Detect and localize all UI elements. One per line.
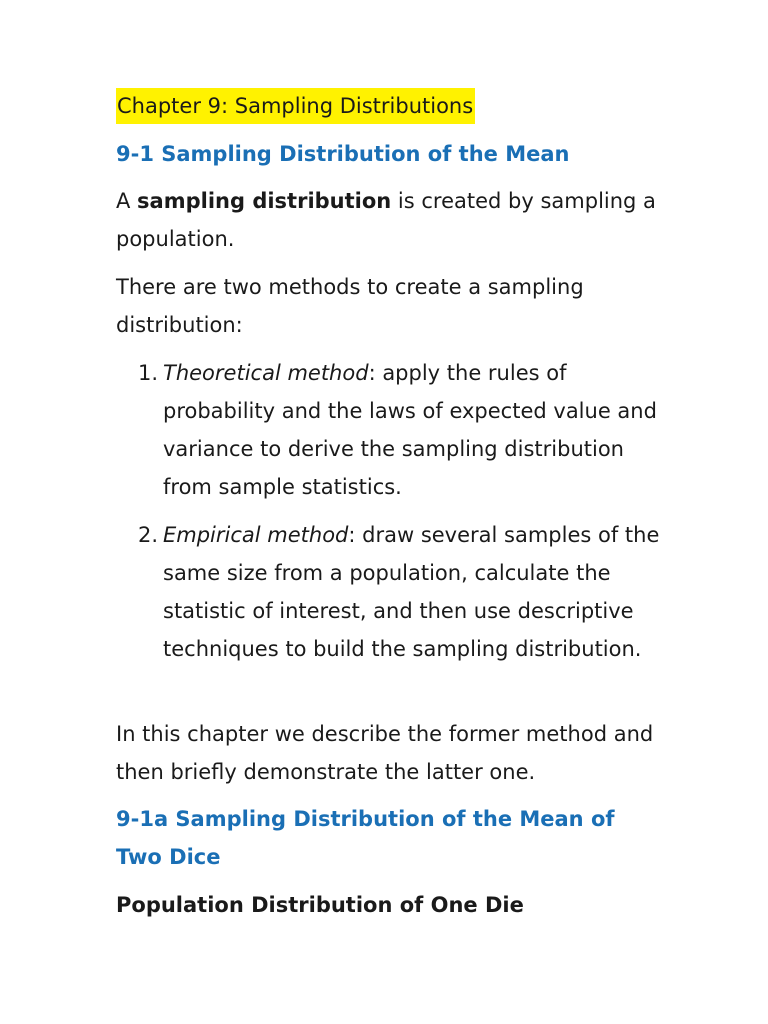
list-item-description: : draw several samples of the same size from a population, calculate the statistic of interest, and then use descriptive techniques to build the sampling distribution. [163,523,660,661]
intro-prefix: A [116,189,138,213]
intro-paragraph [116,182,676,258]
section-heading: 9-1 Sampling Distribution of the Mean [116,142,570,166]
list-item-term: Empirical method [163,523,349,547]
intro-suffix: is created by sampling a population. [116,189,656,251]
list-item-term: Theoretical method [163,361,369,385]
intro-term: sampling distribution [137,189,392,213]
list-item-theoretical [116,354,676,506]
chapter-title: Chapter 9: Sampling Distributions [116,88,475,124]
methods-intro-paragraph: There are two methods to create a sampling distribution: [116,275,584,337]
list-item-empirical [116,516,676,668]
subsection-heading-line1: 9-1a Sampling Distribution of the Mean of [116,807,615,831]
list-item-description: : apply the rules of probability and the laws of expected value and variance to derive the sampling distribution from sample statistics. [163,361,657,499]
list-number: 2. [138,523,159,547]
list-item-text [163,354,676,506]
subsubsection-heading: Population Distribution of One Die [116,893,524,917]
chapter-note-paragraph: In this chapter we describe the former method and then briefly demonstrate the latter one. [116,722,654,784]
list-number: 1. [138,361,159,385]
list-item-text [163,516,676,668]
subsection-heading-line2: Two Dice [116,845,221,869]
